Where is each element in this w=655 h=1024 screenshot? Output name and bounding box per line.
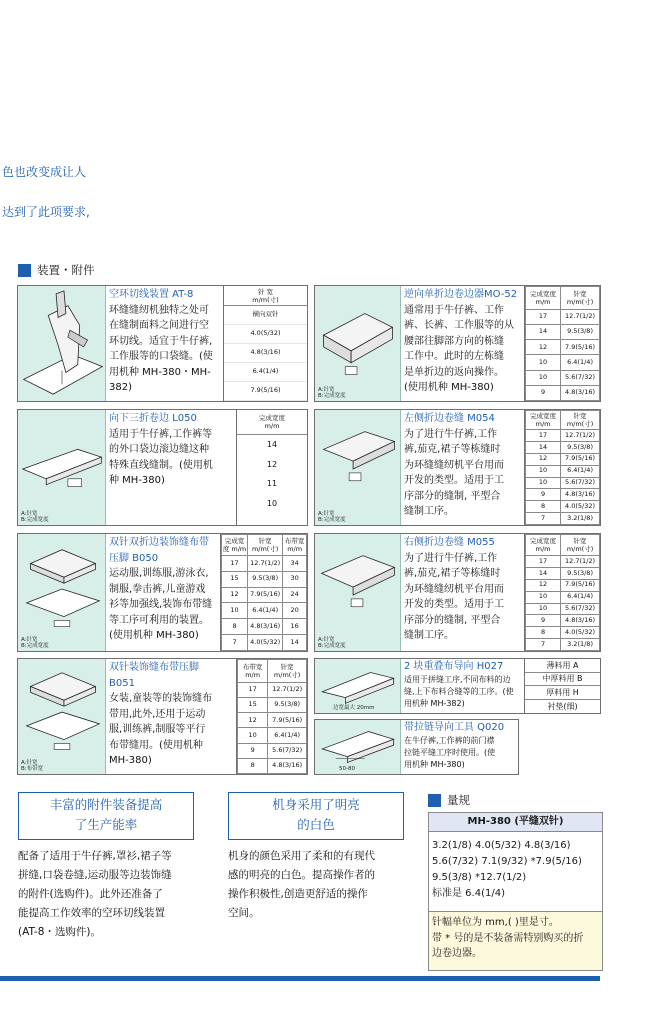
mo52-body-3: 腰部往脚部方向的栋缝 [404, 335, 504, 347]
section-header [18, 262, 95, 278]
b051-header-tape: 布带宽 m/m [238, 660, 268, 683]
b051-caption-b: B:布带宽 [21, 766, 44, 772]
m054-header-needle: 针宽 m/m(寸) [561, 411, 600, 430]
m055-cell: 17 [526, 556, 561, 568]
l050-header-unit: m/m [264, 422, 280, 430]
b050-cell: 16 [283, 619, 307, 635]
mo52-cell: 10 [526, 370, 561, 385]
m055-cell: 8 [526, 627, 561, 639]
h027-body-1: 适用于拼缝工序,不同布料的边 [404, 675, 511, 684]
spec-note [429, 911, 602, 970]
b051-cell: 12.7(1/2) [268, 683, 307, 698]
b050-cell: 7.9(5/16) [248, 587, 283, 603]
m055-title: 右侧折边卷缝 M055 [404, 537, 495, 548]
m054-cell: 12.7(1/2) [561, 430, 600, 442]
l050-caption-b: B:完成宽度 [21, 517, 49, 523]
m055-cell: 7.9(5/16) [561, 579, 600, 591]
section-square-icon [18, 264, 31, 277]
m055-illustration [315, 534, 401, 651]
spec-line: 9.5(3/8) *12.7(1/2) [432, 872, 527, 883]
m054-body-2: 裤,茄克,裙子等栋缝时 [404, 444, 501, 455]
m055-cell: 6.4(1/4) [561, 591, 600, 603]
accessories-text-4: 能提高工作效率的空环切线装置 [18, 907, 165, 919]
at8-body-1: 环缝缝纫机独特之处可 [109, 304, 209, 316]
b051-cell: 15 [238, 698, 268, 713]
m054-caption-a: A:针宽 [318, 511, 335, 517]
h027-illustration [315, 659, 401, 713]
card-b051 [17, 658, 308, 775]
at8-body-2: 在缝制面料之间进行空 [109, 320, 209, 331]
l050-body-3: 特殊直线缝制。(使用机 [109, 459, 213, 471]
mo52-cell: 5.6(7/32) [561, 370, 600, 385]
mo52-body-6: (使用机种 MH-380) [404, 382, 494, 393]
b050-header-finish: 完成宽度 m/m [222, 535, 248, 556]
at8-spec-table [223, 286, 307, 401]
m055-cell: 9 [526, 615, 561, 627]
mo52-body-5: 是单折边的返向操作。 [404, 366, 504, 378]
m055-cell: 10 [526, 603, 561, 615]
l050-header-finish: 完成宽度 [259, 414, 285, 422]
l050-value: 14 [266, 440, 278, 450]
b050-cell: 7 [222, 635, 248, 651]
b051-title: 双针装饰缝布带压脚 [109, 662, 199, 673]
b051-device-drawing [18, 659, 105, 774]
intro-text-line-1: 色也改变成让人 [2, 165, 87, 179]
l050-illustration [18, 410, 106, 525]
m055-body-3: 为环缝缝纫机平台用而 [404, 583, 504, 595]
b050-illustration [18, 534, 106, 651]
spec-note-line: 边卷边器。 [432, 948, 482, 959]
mo52-cell: 17 [526, 310, 561, 325]
mo52-cell: 4.8(3/16) [561, 385, 600, 400]
q020-device-drawing [315, 720, 400, 774]
accessories-text-2: 拼缝,口袋卷缝,运动服等边装饰缝 [18, 869, 172, 881]
l050-title: 向下三折卷边 L050 [109, 413, 197, 424]
card-at8 [17, 285, 308, 402]
at8-title: 空环切线装置 AT-8 [109, 289, 194, 300]
feature-box-accessories-line-1: 丰富的附件装备提高 [49, 797, 163, 812]
m054-body-4: 开发的类型。适用于工 [404, 475, 504, 486]
mo52-caption-a: A:针宽 [318, 387, 335, 393]
m055-cell: 12 [526, 579, 561, 591]
mo52-body-2: 裤、长裤、工作服等的从 [404, 320, 514, 331]
at8-col-sub: 横向双针 [224, 306, 307, 325]
mo52-caption-b: B:完成宽度 [318, 393, 346, 399]
m055-cell: 10 [526, 591, 561, 603]
at8-value: 7.9(5/16) [224, 382, 307, 401]
b050-body-2: 制服,拳击裤,儿童游戏 [109, 583, 206, 595]
b050-cell: 9.5(3/8) [248, 571, 283, 587]
mo52-header-needle: 针宽 m/m(寸) [561, 287, 600, 310]
b050-caption-b: B:完成宽度 [21, 643, 49, 649]
b051-cell: 6.4(1/4) [268, 728, 307, 743]
mo52-cell: 12 [526, 340, 561, 355]
accessories-text-1: 配备了适用于牛仔裤,罩衫,裙子等 [18, 850, 172, 862]
m054-body-5: 序部分的缝制, 平型合 [404, 490, 501, 502]
m055-body-5: 序部分的缝制, 平型合 [404, 614, 501, 626]
b050-header-tape: 布带宽 m/m [283, 535, 307, 556]
card-m055 [314, 533, 601, 652]
m055-cell: 9.5(3/8) [561, 567, 600, 579]
mo52-cell: 12.7(1/2) [561, 310, 600, 325]
m055-cell: 4.8(3/16) [561, 615, 600, 627]
m054-body-1: 为了进行牛仔裤,工作 [404, 428, 498, 440]
at8-value: 4.0(5/32) [224, 325, 307, 344]
m054-cell: 3.2(1/8) [561, 513, 600, 525]
card-q020 [314, 719, 519, 775]
card-l050 [17, 409, 308, 526]
spec-title: MH-380 (平缝双针) [429, 813, 602, 832]
q020-title: 带拉链导向工具 Q020 [404, 722, 505, 733]
at8-body-4: 工作服等的口袋缝。(使 [109, 351, 213, 362]
b050-title-2: 压脚 B050 [109, 552, 159, 564]
m055-header-needle: 针宽 m/m(寸) [561, 535, 600, 556]
m055-body-2: 裤,茄克,裙子等栋缝时 [404, 568, 501, 579]
b051-body-2: 带用,此外,还用于运动 [109, 708, 206, 720]
mo52-spec-table [524, 286, 600, 401]
q020-caption: 50-80 [339, 766, 355, 772]
b051-cell: 8 [238, 758, 268, 773]
spec-line: 3.2(1/8) 4.0(5/32) 4.8(3/16) [432, 840, 571, 851]
at8-col-unit: m/m(寸) [252, 295, 279, 304]
l050-body-1: 适用于牛仔裤,工作裤等 [109, 428, 213, 440]
m055-cell: 5.6(7/32) [561, 603, 600, 615]
b051-cell: 9.5(3/8) [268, 698, 307, 713]
q020-body-1: 在牛仔裤,工作裤的前门襟 [404, 736, 495, 745]
b050-cell: 10 [222, 603, 248, 619]
l050-value: 12 [266, 459, 278, 469]
white-body-text-3: 操作积极性,创造更舒适的操作 [228, 888, 368, 900]
h027-row: 厚料用 H [525, 686, 600, 700]
b050-cell: 4.8(3/16) [248, 619, 283, 635]
mo52-cell: 9 [526, 385, 561, 400]
h027-row: 薄料用 A [525, 659, 600, 672]
m055-caption-b: B:完成宽度 [318, 643, 346, 649]
b051-body-1: 女装,童装等的装饰缝布 [109, 693, 213, 704]
mo52-title: 逆向单折边卷边器MO-52 [404, 289, 518, 300]
feature-box-accessories [18, 792, 194, 840]
b050-cell: 17 [222, 556, 248, 572]
spec-heading-label: 量规 [447, 793, 470, 807]
h027-caption: 边宽最大 20mm [333, 705, 375, 711]
bottom-blue-bar [0, 976, 600, 981]
l050-value: 11 [266, 479, 278, 489]
m055-body-1: 为了进行牛仔裤,工作 [404, 552, 498, 564]
at8-col-header: 针 宽 [257, 287, 274, 296]
b051-cell: 10 [238, 728, 268, 743]
h027-row: 衬垫(细) [547, 701, 578, 711]
m054-cell: 9.5(3/8) [561, 441, 600, 453]
b050-caption-a: A:针宽 [21, 637, 38, 643]
b051-cell: 9 [238, 743, 268, 758]
q020-body-2: 拉链平缝工序时使用。(使 [404, 748, 496, 757]
m054-header-finish: 完成宽度 m/m [526, 411, 561, 430]
at8-body-3: 环切线。适宜于牛仔裤, [109, 335, 213, 347]
h027-body-2: 缝,上下布料合缝等的工序。(使 [404, 687, 514, 696]
mo52-cell: 6.4(1/4) [561, 355, 600, 370]
mo52-cell: 14 [526, 325, 561, 340]
m054-cell: 10 [526, 477, 561, 489]
b050-cell: 8 [222, 619, 248, 635]
spec-note-line: 带 * 号的是不装备需特别购买的折 [432, 932, 584, 944]
mo52-header-finish: 完成宽度 m/m [526, 287, 561, 310]
b050-cell: 20 [283, 603, 307, 619]
white-body-text-2: 感的明亮的白色。提高操作者的 [228, 869, 375, 881]
feature-box-accessories-line-2: 了生产能率 [74, 817, 138, 832]
b051-body-4: 布带缝用。(使用机种 [109, 739, 203, 751]
accessories-text-3: 的附件(选购件)。此外还准备了 [18, 888, 163, 900]
m054-device-drawing [315, 410, 400, 525]
b051-cell: 17 [238, 683, 268, 698]
l050-value: 10 [266, 498, 278, 508]
mo52-cell: 7.9(5/16) [561, 340, 600, 355]
m054-caption-b: B:完成宽度 [318, 517, 346, 523]
b050-title: 双针双折边装饰缝布带 [109, 537, 209, 548]
accessories-text-5: (AT-8・选购件)。 [18, 926, 101, 938]
mo52-device-drawing [315, 286, 400, 401]
feature-text-white-body [228, 847, 424, 923]
m054-cell: 8 [526, 501, 561, 513]
b050-device-drawing [18, 534, 105, 651]
m055-device-drawing [315, 534, 400, 651]
b051-cell: 4.8(3/16) [268, 758, 307, 773]
m054-cell: 6.4(1/4) [561, 465, 600, 477]
b050-cell: 24 [283, 587, 307, 603]
b051-spec-table [236, 659, 307, 774]
m055-body-6: 缝制工序。 [404, 630, 454, 641]
h027-row: 中厚料用 B [525, 672, 600, 686]
b051-illustration [18, 659, 106, 774]
m054-cell: 9 [526, 489, 561, 501]
b050-spec-table [220, 534, 307, 651]
l050-body-4: 种 MH-380) [109, 475, 165, 486]
m054-cell: 12 [526, 453, 561, 465]
b050-body-4: 等工序可利用的装置。 [109, 614, 209, 626]
mo52-cell: 10 [526, 355, 561, 370]
m055-spec-table [524, 534, 600, 651]
b050-body-5: (使用机种 MH-380) [109, 630, 199, 641]
feature-box-white-body-line-1: 机身采用了明亮 [272, 797, 360, 812]
m055-header-finish: 完成宽度 m/m [526, 535, 561, 556]
b050-cell: 4.0(5/32) [248, 635, 283, 651]
b051-body-5: MH-380) [109, 755, 152, 766]
mo52-body-4: 工作中。此时的左栋缝 [404, 351, 504, 362]
b050-body-3: 衫等加强线,装饰布带缝 [109, 599, 213, 610]
h027-body-3: 用机种 MH-382) [404, 699, 465, 708]
mo52-body-1: 通常用于牛仔裤、工作 [404, 304, 504, 316]
b051-title-2: B051 [109, 677, 135, 689]
card-mo52 [314, 285, 601, 402]
spec-square-icon [428, 794, 441, 807]
l050-body-2: 的外口袋边滚边缝这种 [109, 444, 209, 455]
m054-body-6: 缝制工序。 [404, 506, 454, 517]
m055-cell: 3.2(1/8) [561, 639, 600, 651]
h027-spec-table [524, 659, 600, 713]
m054-cell: 5.6(7/32) [561, 477, 600, 489]
m055-caption-a: A:针宽 [318, 637, 335, 643]
b050-cell: 6.4(1/4) [248, 603, 283, 619]
b050-cell: 12.7(1/2) [248, 556, 283, 572]
l050-device-drawing [18, 410, 105, 525]
spec-line: 标准是 6.4(1/4) [432, 888, 505, 899]
mo52-cell: 9.5(3/8) [561, 325, 600, 340]
b050-cell: 15 [222, 571, 248, 587]
at8-value: 4.8(3/16) [224, 344, 307, 363]
feature-text-accessories [18, 847, 218, 942]
mo52-illustration [315, 286, 401, 401]
b050-cell: 30 [283, 571, 307, 587]
b051-cell: 5.6(7/32) [268, 743, 307, 758]
m055-cell: 12.7(1/2) [561, 556, 600, 568]
card-h027 [314, 658, 601, 714]
b050-body-1: 运动服,训练服,游泳衣, [109, 568, 209, 579]
q020-illustration [315, 720, 401, 774]
feature-box-white-body-line-2: 的白色 [297, 817, 335, 832]
m055-cell: 14 [526, 567, 561, 579]
m054-cell: 7 [526, 513, 561, 525]
at8-body-5: 用机种 MH-380・MH- [109, 366, 211, 378]
m054-cell: 7.9(5/16) [561, 453, 600, 465]
intro-text-line-2: 达到了此项要求, [2, 205, 90, 219]
b051-body-3: 服,训练裤,制服等平行 [109, 724, 206, 735]
l050-caption-a: A:针宽 [21, 511, 38, 517]
b051-header-needle: 针宽 m/m(寸) [268, 660, 307, 683]
m055-body-4: 开发的类型。适用于工 [404, 599, 504, 610]
l050-spec-table [236, 410, 307, 525]
h027-title: 2 块重叠布导向 H027 [404, 661, 504, 672]
m054-cell: 10 [526, 465, 561, 477]
white-body-text-4: 空间。 [228, 907, 260, 919]
at8-device-drawing [18, 286, 105, 401]
section-title: 装置・附件 [37, 263, 95, 277]
m054-spec-table [524, 410, 600, 525]
b051-caption-a: A:针宽 [21, 760, 38, 766]
spec-values [429, 832, 602, 902]
m054-cell: 4.0(5/32) [561, 501, 600, 513]
at8-body-6: 382) [109, 382, 132, 393]
b050-cell: 12 [222, 587, 248, 603]
m055-cell: 4.0(5/32) [561, 627, 600, 639]
card-b050 [17, 533, 308, 652]
m054-body-3: 为环缝缝纫机平台用而 [404, 459, 504, 471]
m054-cell: 17 [526, 430, 561, 442]
m054-title: 左侧折边卷缝 M054 [404, 413, 495, 424]
b051-cell: 7.9(5/16) [268, 713, 307, 728]
b050-cell: 34 [283, 556, 307, 572]
spec-heading [428, 792, 470, 808]
m054-cell: 14 [526, 441, 561, 453]
spec-line: 5.6(7/32) 7.1(9/32) *7.9(5/16) [432, 856, 582, 867]
q020-body-3: 用机种 MH-380) [404, 760, 465, 769]
card-m054 [314, 409, 601, 526]
m055-cell: 7 [526, 639, 561, 651]
at8-illustration [18, 286, 106, 401]
b050-header-needle: 针宽 m/m(寸) [248, 535, 283, 556]
m054-illustration [315, 410, 401, 525]
at8-value: 6.4(1/4) [224, 363, 307, 382]
m054-cell: 4.8(3/16) [561, 489, 600, 501]
spec-box [428, 812, 603, 971]
b050-cell: 14 [283, 635, 307, 651]
white-body-text-1: 机身的颜色采用了柔和的有现代 [228, 850, 375, 862]
b051-cell: 12 [238, 713, 268, 728]
feature-box-white-body [228, 792, 404, 840]
spec-note-line: 针幅单位为 mm,( )里是寸。 [432, 917, 559, 928]
